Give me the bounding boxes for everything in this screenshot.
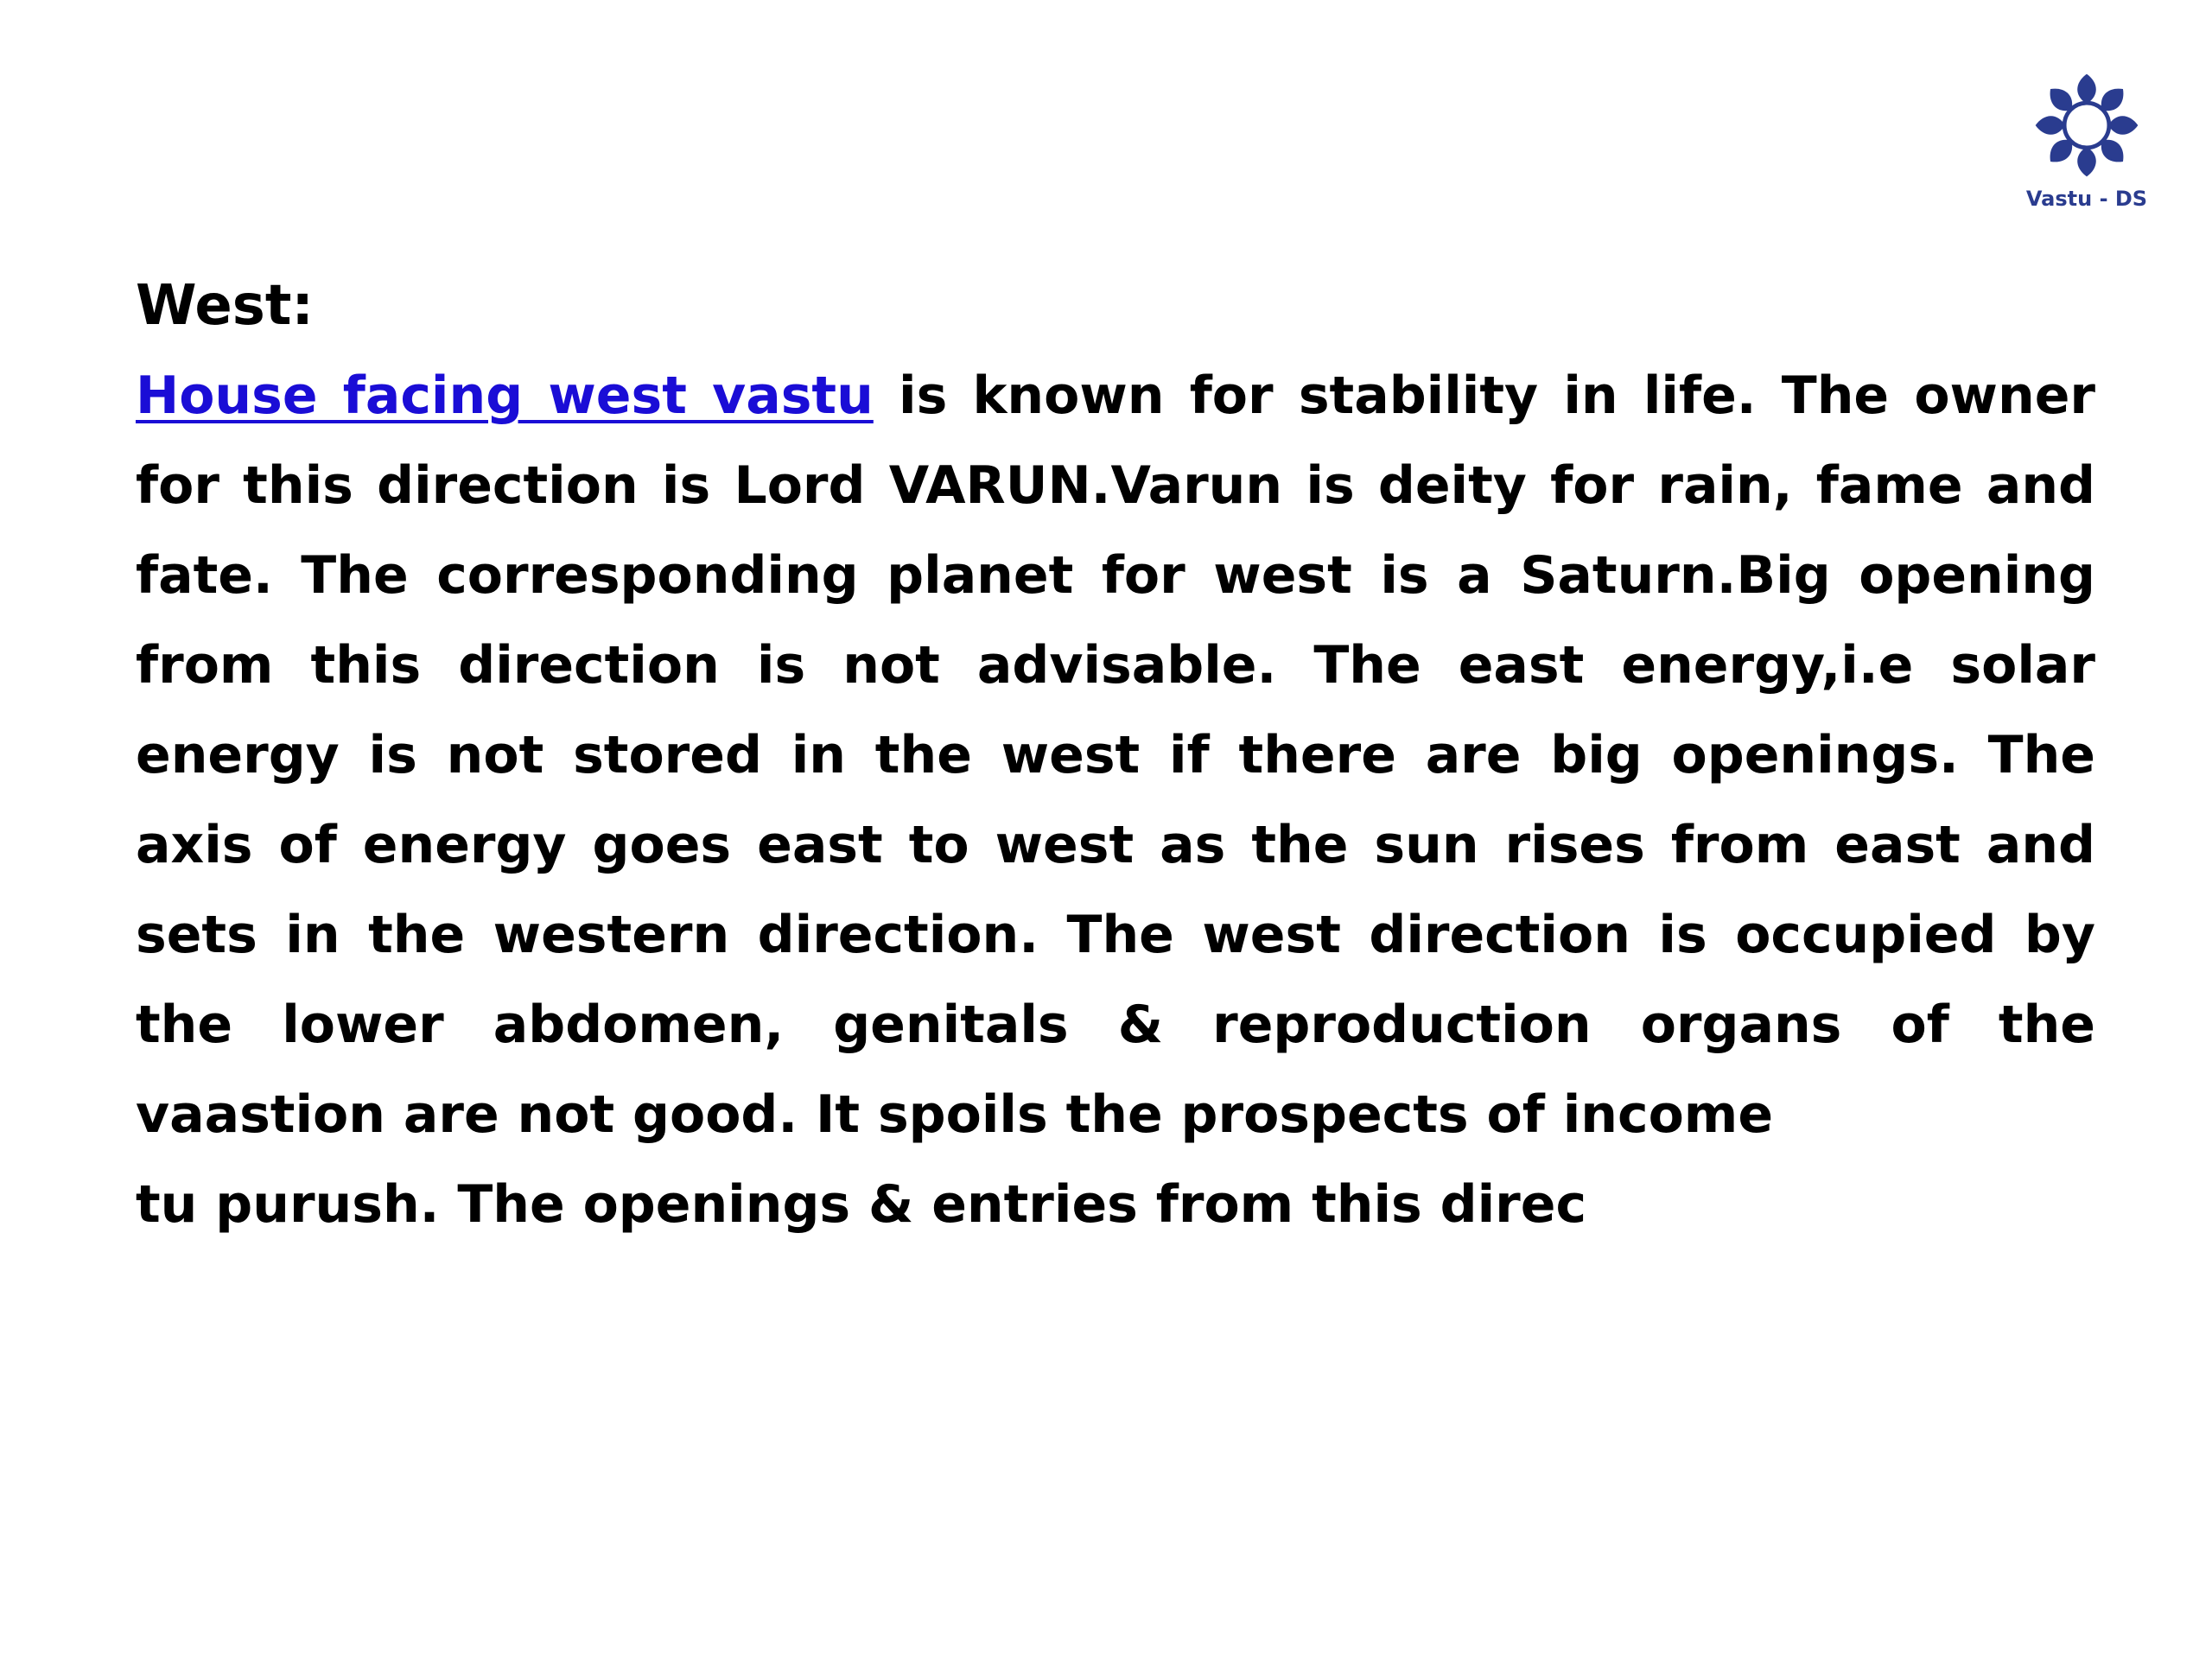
slide-content xyxy=(136,261,2095,1249)
logo-text: Vastu - DS xyxy=(2025,187,2148,211)
section-heading: West: xyxy=(136,274,314,338)
brand-logo xyxy=(2022,67,2152,214)
paragraph-text: is known for stability in life. The owner for this direction is Lord VARUN.Varun is deity for rain, fame and fate. The corresponding planet for west is a Saturn.Big opening from this direction is not advisable. The east energy,i.e solar energy is not stored in the west if there are big openings. The axis of energy goes east to west as the sun rises from east and sets in the western direction. The west direction is occupied by the lower abdomen, genitals & reproduction organs of the vaastion are not good. It spoils the prospects of income xyxy=(136,365,2095,1145)
house-facing-west-link[interactable]: House facing west vastu xyxy=(136,365,874,426)
body-paragraph xyxy=(136,351,2095,1160)
lotus-flower-icon xyxy=(2029,67,2145,183)
trailing-line: tu purush. The openings & entries from this direc xyxy=(136,1174,1587,1235)
